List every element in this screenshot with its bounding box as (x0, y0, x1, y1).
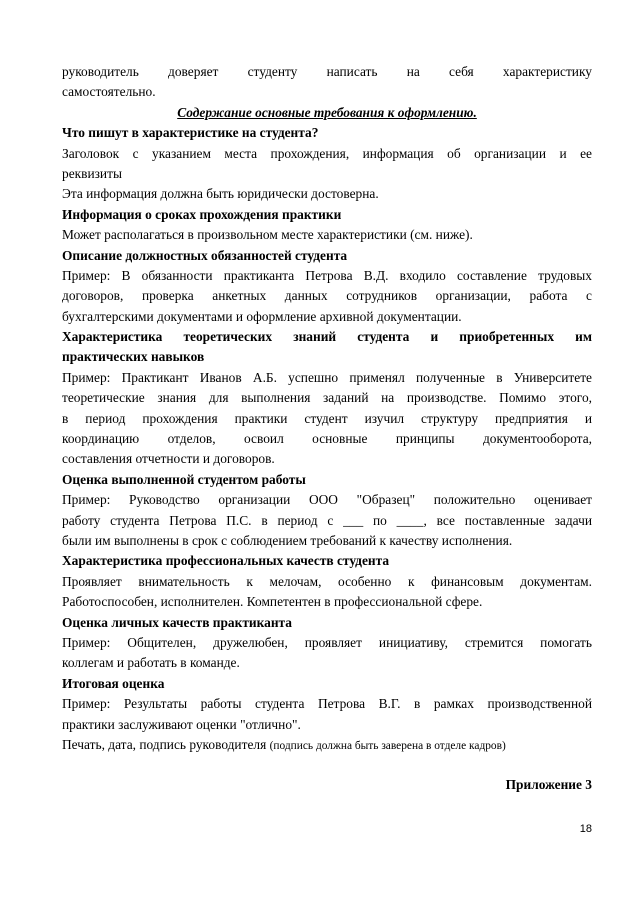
section-block (62, 674, 592, 735)
section-block (62, 123, 592, 205)
section-text-line: были им выполнены в срок с соблюдением требований к качеству исполнения. (62, 532, 513, 548)
section-text-line: теоретические знания для выполнения заданий на производстве. Помимо этого, (62, 390, 592, 406)
section-text-line: составления отчетности и договоров. (62, 451, 275, 467)
signature-line (62, 735, 592, 755)
document-body (62, 62, 592, 796)
section-heading: практических навыков (62, 349, 205, 365)
section-text-line: Может располагаться в произвольном месте характеристики (см. ниже). (62, 227, 473, 243)
section-text-line: работу студента Петрова П.С. в период с ___ по ____, все поставленные задачи (62, 512, 592, 528)
section-heading: Характеристика профессиональных качеств студента (62, 553, 390, 569)
section-text-line: реквизиты (62, 165, 122, 181)
section-text-line: в период прохождения практики студент изучил структуру предприятия и (62, 410, 592, 426)
section-text-line: Эта информация должна быть юридически достоверна. (62, 186, 379, 202)
section-block (62, 551, 592, 612)
section-heading: Что пишут в характеристике на студента? (62, 125, 319, 141)
section-text-line: Проявляет внимательность к мелочам, особенно к финансовым документам. (62, 573, 592, 589)
section-heading: Оценка личных качеств практиканта (62, 614, 292, 630)
section-title (62, 103, 592, 123)
section-text-line: договоров, проверка анкетных данных сотрудников организации, работа с (62, 288, 592, 304)
appendix-label: Приложение 3 (505, 777, 592, 793)
section-text-line: коллегам и работать в команде. (62, 655, 240, 671)
section-text-line: бухгалтерскими документами и оформление архивной документации. (62, 308, 462, 324)
section-text-line: Пример: Руководство организации ООО "Образец" положительно оценивает (62, 492, 592, 508)
section-block (62, 613, 592, 674)
section-text-line: Пример: Результаты работы студента Петрова В.Г. в рамках производственной (62, 696, 592, 712)
section-heading: Описание должностных обязанностей студента (62, 247, 348, 263)
section-text-line: координацию отделов, освоил основные принципы документооборота, (62, 431, 592, 447)
section-heading: Оценка выполненной студентом работы (62, 471, 306, 487)
signature-text: Печать, дата, подпись руководителя (62, 736, 267, 752)
sections-list (62, 123, 592, 735)
section-block (62, 470, 592, 552)
section-block (62, 246, 592, 328)
section-block (62, 327, 592, 470)
intro-line: самостоятельно. (62, 84, 156, 100)
section-heading: Информация о сроках прохождения практики (62, 206, 342, 222)
section-block (62, 205, 592, 246)
section-text-line: практики заслуживают оценки "отлично". (62, 716, 301, 732)
section-title-text: Содержание основные требования к оформлению. (177, 104, 477, 120)
section-heading: Итоговая оценка (62, 675, 165, 691)
section-text-line: Пример: Общителен, дружелюбен, проявляет инициативу, стремится помогать (62, 634, 592, 650)
intro-line: руководитель доверяет студенту написать на себя характеристику (62, 64, 592, 79)
section-text-line: Заголовок с указанием места прохождения, информация об организации и ее (62, 145, 592, 161)
section-text-line: Пример: В обязанности практиканта Петрова В.Д. входило составление трудовых (62, 267, 592, 283)
section-text-line: Работоспособен, исполнителен. Компетентен в профессиональной сфере. (62, 594, 483, 610)
page-number: 18 (579, 823, 592, 835)
section-heading: Характеристика теоретических знаний студента и приобретенных им (62, 329, 592, 345)
section-text-line: Пример: Практикант Иванов А.Б. успешно применял полученные в Университете (62, 369, 592, 385)
signature-note: (подпись должна быть заверена в отделе кадров) (269, 739, 506, 752)
